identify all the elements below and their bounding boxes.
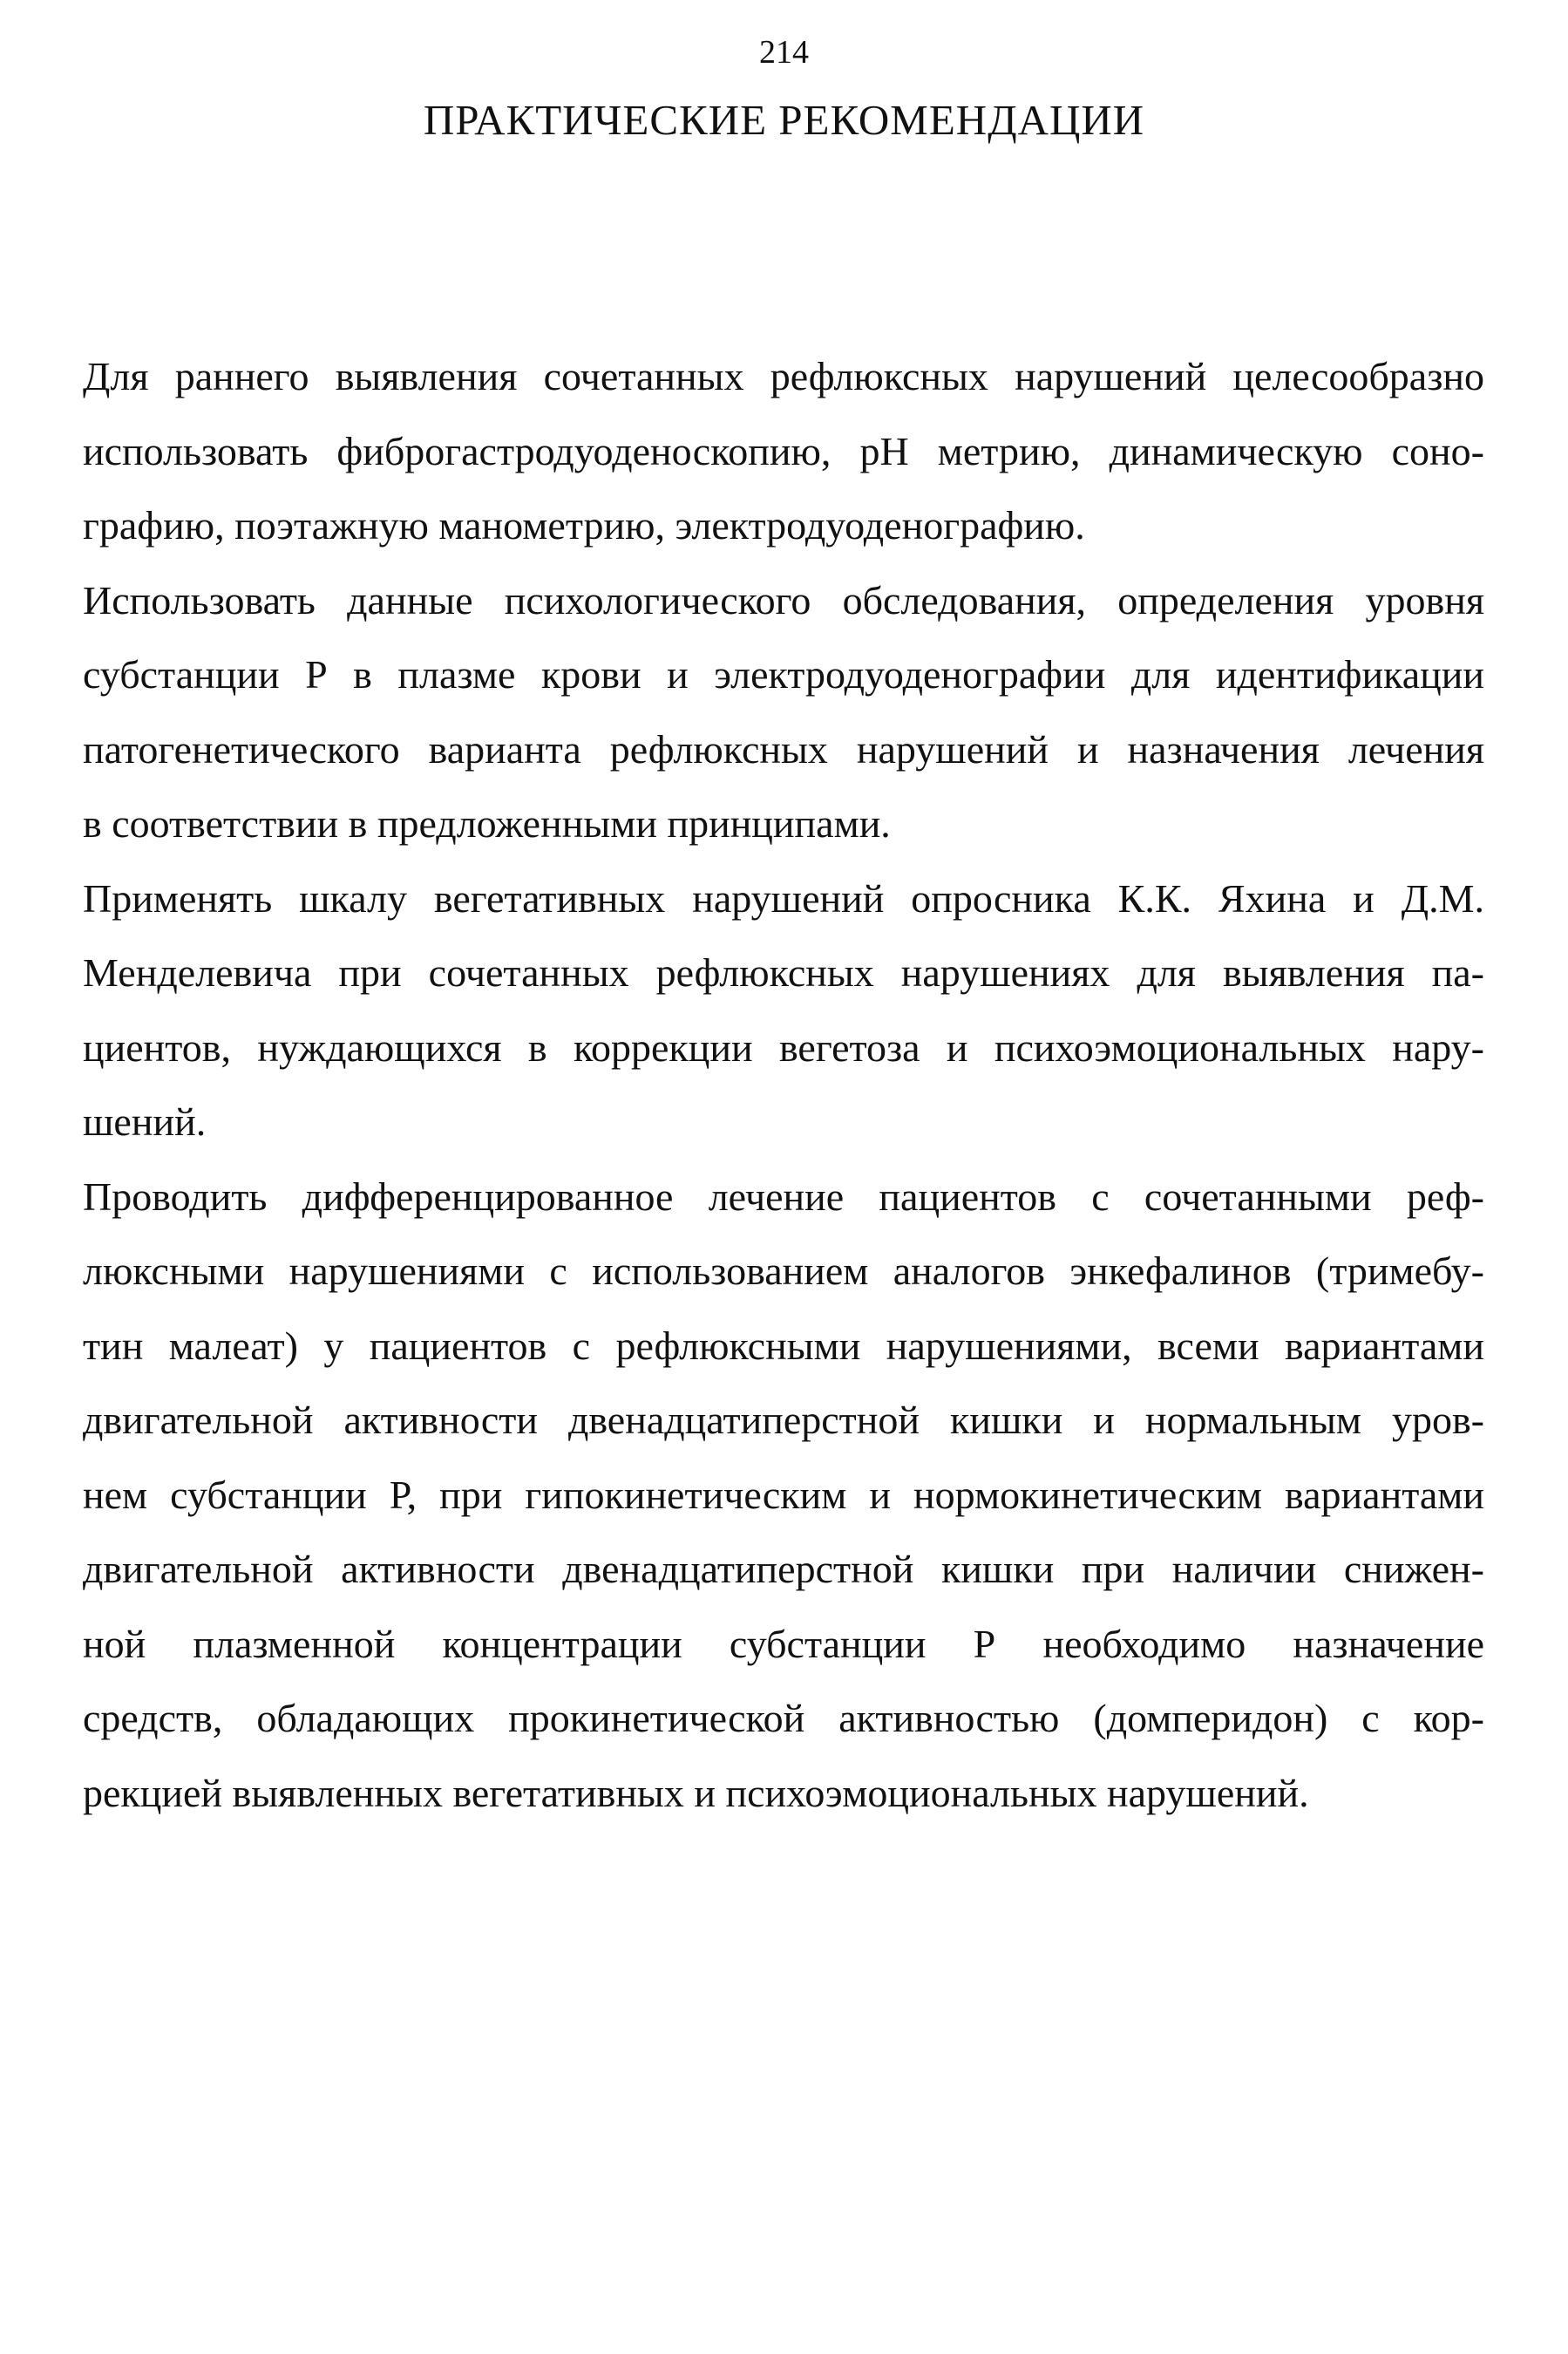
page-title: ПРАКТИЧЕСКИЕ РЕКОМЕНДАЦИИ [423,96,1145,144]
text-line: двигательной активности двенадцатиперстной кишки при наличии снижен- [83,1547,1484,1591]
text-line: Менделевича при сочетанных рефлюксных нарушениях для выявления па- [83,950,1484,995]
text-line: графию, поэтажную манометрию, электродуоденографию. [83,503,1085,548]
recommendation-paragraph [83,861,1484,1160]
text-line: Для раннего выявления сочетанных рефлюксных нарушений целесообразно [83,354,1484,398]
text-line: субстанции Р в плазме крови и электродуоденографии для идентификации [83,652,1484,697]
recommendations-body [83,339,1484,1830]
text-line: Применять шкалу вегетативных нарушений опросника К.К. Яхина и Д.М. [83,875,1484,921]
text-line: тин малеат) у пациентов с рефлюксными нарушениями, всеми вариантами [83,1323,1484,1368]
text-line: в соответствии в предложенными принципами. [83,801,891,846]
text-line: Проводить дифференцированное лечение пациентов с сочетанными реф- [83,1174,1484,1219]
recommendation-paragraph [83,563,1484,861]
text-line: ной плазменной концентрации субстанции Р необходимо назначение [83,1621,1484,1666]
recommendation-paragraph [83,1160,1484,1831]
text-line: средств, обладающих прокинетической активностью (домперидон) с кор- [83,1696,1484,1740]
text-line: Использовать данные психологического обследования, определения уровня [83,577,1484,623]
page-number: 214 [759,34,809,71]
text-line: патогенетического варианта рефлюксных нарушений и назначения лечения [83,726,1484,772]
recommendation-paragraph [83,339,1484,563]
text-line: люксными нарушениями с использованием аналогов энкефалинов (тримебу- [83,1248,1484,1293]
text-line: двигательной активности двенадцатиперстной кишки и нормальным уров- [83,1398,1484,1442]
text-line: рекцией выявленных вегетативных и психоэмоциональных нарушений. [83,1770,1309,1815]
text-line: нем субстанции Р, при гипокинетическим и нормокинетическим вариантами [83,1472,1484,1517]
text-line: использовать фиброгастродуоденоскопию, pH метрию, динамическую соно- [83,428,1484,473]
text-line: шений. [83,1099,207,1144]
text-line: циентов, нуждающихся в коррекции вегетоза и психоэмоциональных нару- [83,1024,1484,1070]
